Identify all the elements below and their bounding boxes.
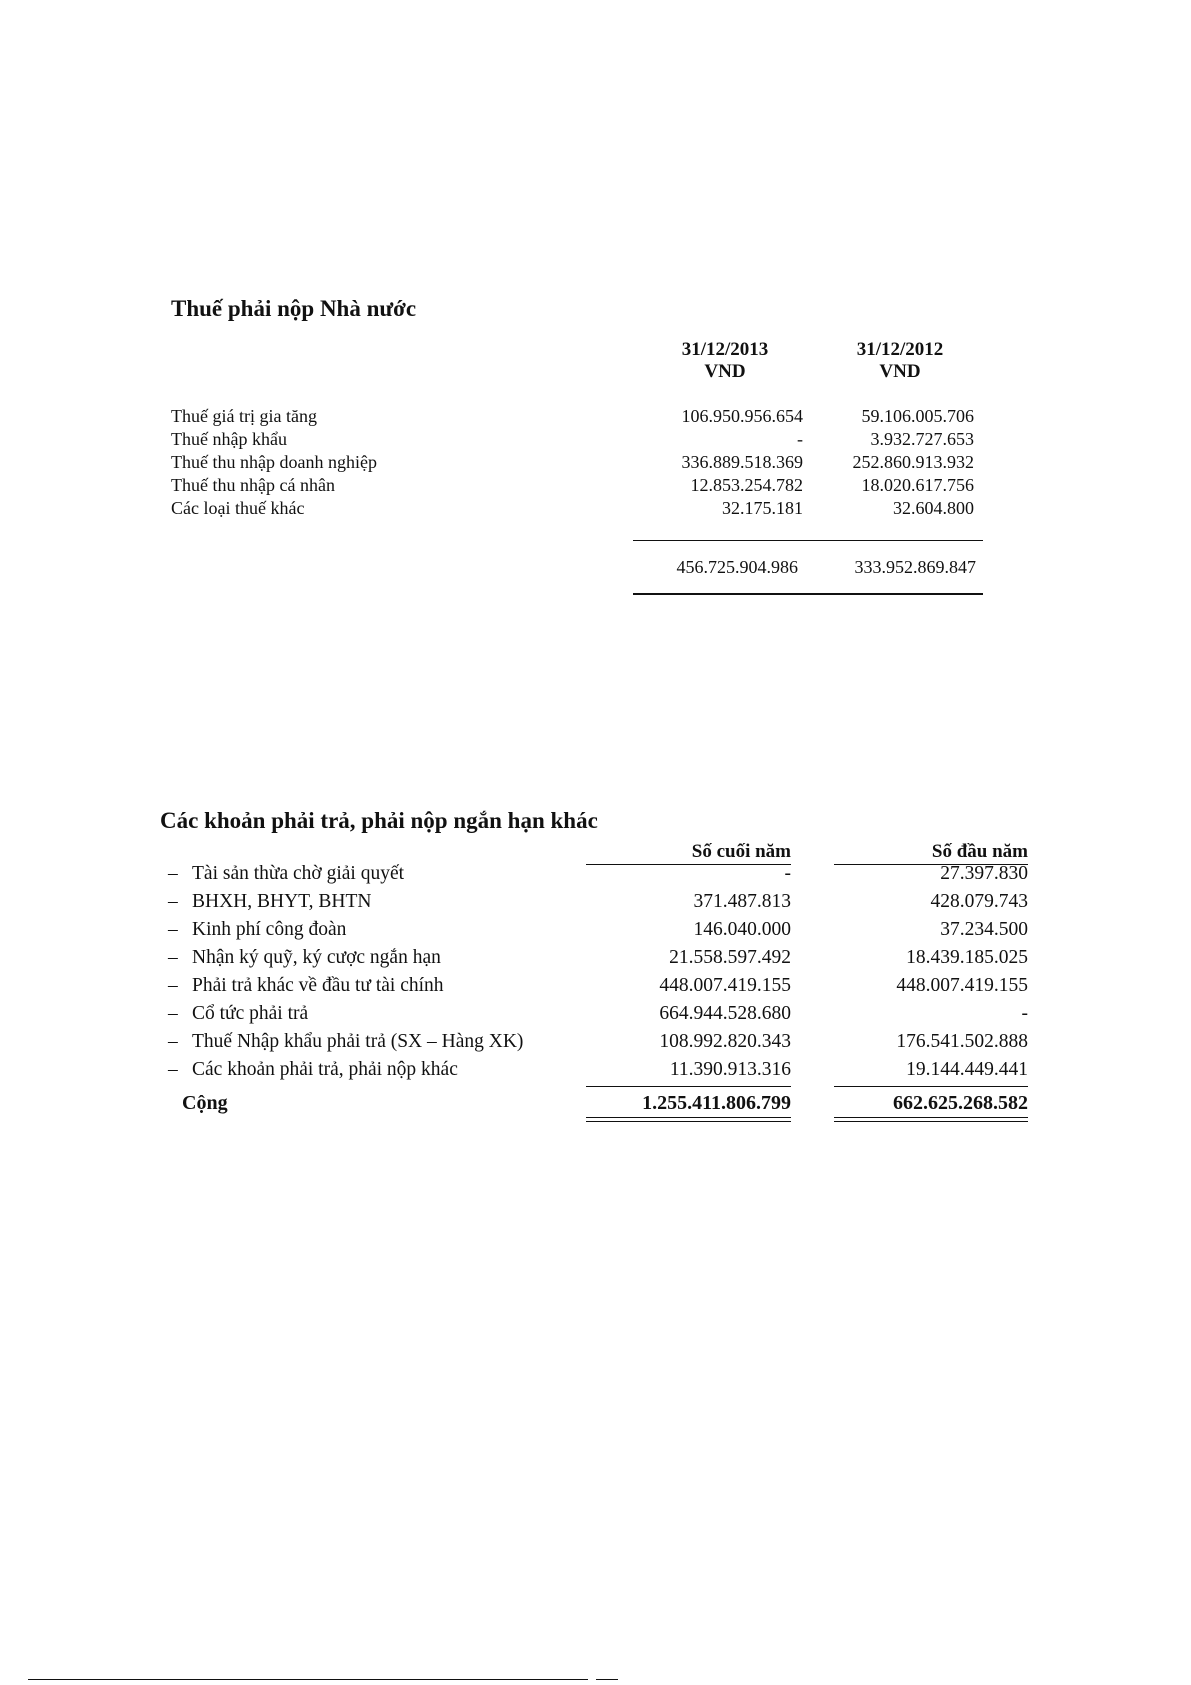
payable-row <box>168 916 1028 944</box>
payable-row-begin: 176.541.502.888 <box>896 1031 1028 1052</box>
payable-row-begin: 18.439.185.025 <box>906 947 1028 968</box>
payable-row-end: 664.944.528.680 <box>659 1003 791 1024</box>
tax-row-value-2012: 32.604.800 <box>893 498 974 518</box>
tax-total-2012: 333.952.869.847 <box>854 557 976 577</box>
page-footer-rule <box>28 1679 588 1680</box>
tax-row-label: Thuế nhập khẩu <box>171 429 287 449</box>
subtotal-rule-begin <box>834 1086 1028 1087</box>
bullet-dash: – <box>168 919 178 940</box>
tax-row-value-2012: 252.860.913.932 <box>852 452 974 472</box>
tax-row <box>171 405 981 427</box>
payable-row <box>168 1028 1028 1056</box>
payable-row-label: Kinh phí công đoàn <box>192 919 347 940</box>
tax-row-label: Các loại thuế khác <box>171 498 305 518</box>
payable-row-label: BHXH, BHYT, BHTN <box>192 891 372 912</box>
tax-row-value-2012: 3.932.727.653 <box>870 429 974 449</box>
total-top-rule <box>633 540 983 541</box>
payable-row <box>168 888 1028 916</box>
payables-total-label: Cộng <box>182 1092 228 1114</box>
payable-row-end: 108.992.820.343 <box>659 1031 791 1052</box>
payable-row-label: Nhận ký quỹ, ký cược ngắn hạn <box>192 947 441 968</box>
payable-row-label: Thuế Nhập khẩu phải trả (SX – Hàng XK) <box>192 1031 524 1052</box>
column-header-unit: VND <box>879 361 921 382</box>
tax-total-2013: 456.725.904.986 <box>676 557 798 577</box>
payables-section-title: Các khoản phải trả, phải nộp ngắn hạn khác <box>160 808 598 833</box>
payable-row-end: - <box>784 863 791 884</box>
payable-row-begin: 448.007.419.155 <box>896 975 1028 996</box>
tax-row-value-2013: 32.175.181 <box>722 498 803 518</box>
tax-row-value-2012: 18.020.617.756 <box>861 475 974 495</box>
tax-row-value-2013: 106.950.956.654 <box>681 406 803 426</box>
payable-row <box>168 972 1028 1000</box>
tax-row-value-2013: 336.889.518.369 <box>681 452 803 472</box>
total-double-rule-end <box>586 1117 791 1122</box>
payable-row-label: Tài sản thừa chờ giải quyết <box>192 863 405 884</box>
tax-row <box>171 474 981 496</box>
payable-row-end: 146.040.000 <box>693 919 791 940</box>
payable-row <box>168 944 1028 972</box>
payables-total-row <box>168 1089 1028 1117</box>
column-header-2013 <box>640 339 810 383</box>
tax-row <box>171 497 981 519</box>
payable-row-label: Phải trả khác về đầu tư tài chính <box>192 975 444 996</box>
bullet-dash: – <box>168 975 178 996</box>
payable-row-begin: 428.079.743 <box>930 891 1028 912</box>
column-header-date: 31/12/2013 <box>681 339 769 360</box>
payable-row-end: 371.487.813 <box>693 891 791 912</box>
bullet-dash: – <box>168 1003 178 1024</box>
payable-row-begin: - <box>1021 1003 1028 1024</box>
payable-row-end: 21.558.597.492 <box>669 947 791 968</box>
payable-row-begin: 27.397.830 <box>940 863 1028 884</box>
payables-total-end: 1.255.411.806.799 <box>642 1092 791 1114</box>
tax-row <box>171 451 981 473</box>
tax-row <box>171 428 981 450</box>
bullet-dash: – <box>168 947 178 968</box>
page-footer-rule-short <box>596 1679 618 1680</box>
payable-row <box>168 860 1028 888</box>
column-header-date: 31/12/2012 <box>856 339 944 360</box>
tax-total-row <box>633 555 983 579</box>
tax-row-label: Thuế thu nhập cá nhân <box>171 475 335 495</box>
payable-row-end: 11.390.913.316 <box>669 1059 791 1080</box>
payable-row-end: 448.007.419.155 <box>659 975 791 996</box>
bullet-dash: – <box>168 1059 178 1080</box>
column-header-beginning-of-year: Số đầu năm <box>834 840 1028 865</box>
total-bottom-rule <box>633 593 983 595</box>
column-header-2012 <box>815 339 985 383</box>
payable-row-begin: 37.234.500 <box>940 919 1028 940</box>
payable-row-label: Cổ tức phải trả <box>192 1003 309 1024</box>
subtotal-rule-end <box>586 1086 791 1087</box>
taxes-section-title: Thuế phải nộp Nhà nước <box>171 296 417 321</box>
payable-row-label: Các khoản phải trả, phải nộp khác <box>192 1059 458 1080</box>
total-double-rule-begin <box>834 1117 1028 1122</box>
column-header-end-of-year: Số cuối năm <box>586 840 791 865</box>
payable-row <box>168 1000 1028 1028</box>
bullet-dash: – <box>168 1031 178 1052</box>
tax-row-value-2013: - <box>797 429 803 449</box>
payables-total-begin: 662.625.268.582 <box>893 1092 1028 1114</box>
tax-row-label: Thuế thu nhập doanh nghiệp <box>171 452 377 472</box>
bullet-dash: – <box>168 891 178 912</box>
payable-row-begin: 19.144.449.441 <box>906 1059 1028 1080</box>
column-header-unit: VND <box>704 361 746 382</box>
bullet-dash: – <box>168 863 178 884</box>
tax-row-label: Thuế giá trị gia tăng <box>171 406 317 426</box>
tax-row-value-2013: 12.853.254.782 <box>690 475 803 495</box>
payable-row <box>168 1056 1028 1084</box>
tax-row-value-2012: 59.106.005.706 <box>861 406 974 426</box>
